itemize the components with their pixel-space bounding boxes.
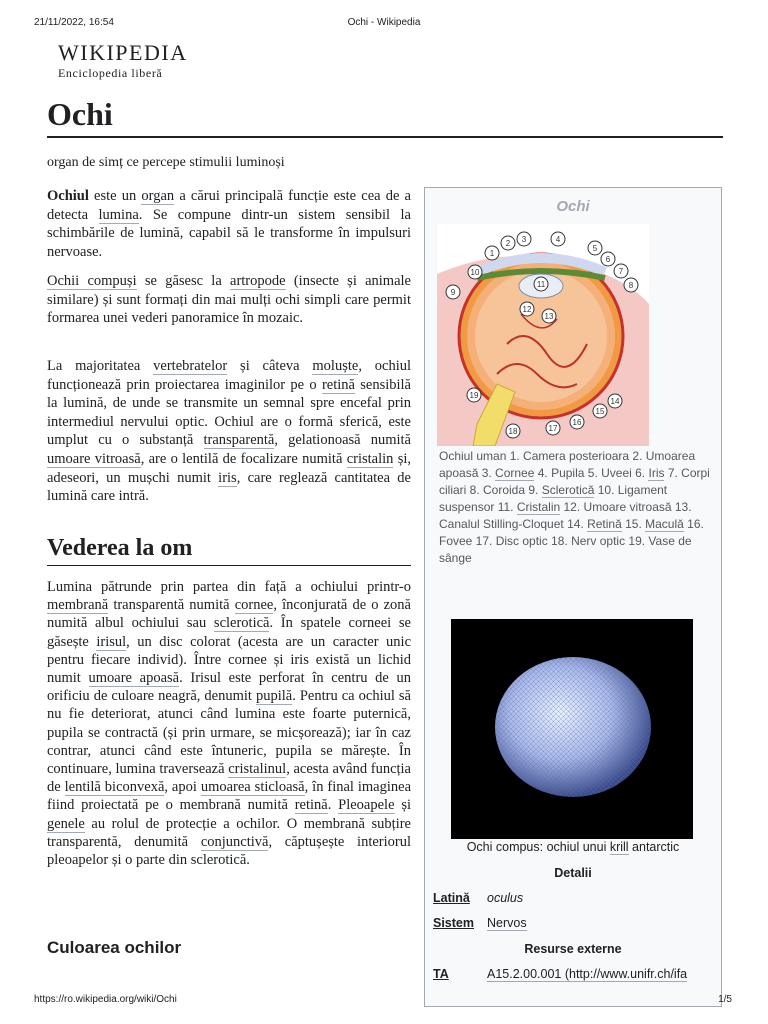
logo-tagline: Enciclopedia liberă <box>58 66 163 80</box>
text: , ochiul funcționează prin proiectarea imaginilor pe o <box>47 358 411 393</box>
title-divider <box>47 136 723 138</box>
text: transparentă numită <box>108 597 235 614</box>
eye-diagram-caption <box>439 448 711 567</box>
infobox <box>424 187 722 1007</box>
compound-eye-svg <box>451 619 693 839</box>
diagram-label <box>446 285 460 299</box>
diagram-label <box>570 415 584 429</box>
link-cornee-caption[interactable]: Cornee <box>495 466 535 480</box>
text: , care reglează cantitatea de lumină care intră. <box>47 469 411 505</box>
row-key[interactable]: Sistem <box>433 916 474 930</box>
diagram-label <box>588 241 602 255</box>
text: antarctic <box>628 840 680 854</box>
diagram-label <box>551 232 565 246</box>
svg-text:1: 1 <box>489 249 495 258</box>
link-sclerotica-caption[interactable]: Sclerotică <box>541 483 595 497</box>
link-conjunctiva[interactable]: conjunctivă <box>200 833 269 850</box>
text: 4. Pupila 5. Uveei 6. <box>534 466 649 480</box>
text: , căptușește interiorul pleoapelor și o parte din sclerotică. <box>47 833 412 869</box>
intro-paragraph-1 <box>47 187 411 261</box>
svg-text:9: 9 <box>450 288 456 297</box>
link-iris-caption[interactable]: Iris <box>648 466 665 480</box>
compound-eye-photo[interactable] <box>451 619 693 839</box>
link-nervos[interactable]: Nervos <box>487 916 527 930</box>
diagram-label <box>593 404 607 418</box>
text: 12. Umoare vitroasă 13. Canalul Stilling-Cloquet 14. <box>439 500 692 531</box>
link-irisul[interactable]: irisul <box>96 633 127 650</box>
link-krill[interactable]: krill <box>609 840 629 854</box>
link-pleoapele[interactable]: Pleoapele <box>338 797 395 814</box>
svg-text:13: 13 <box>544 312 554 321</box>
text: 15. <box>621 517 646 531</box>
svg-text:16: 16 <box>572 418 582 427</box>
text: și <box>394 797 411 814</box>
diagram-label <box>624 278 638 292</box>
link-macula-caption[interactable]: Maculă <box>645 517 684 531</box>
svg-text:2: 2 <box>505 239 511 248</box>
infobox-details-header: Detalii <box>554 866 592 880</box>
diagram-label <box>467 388 481 402</box>
text: 7. Corpi ciliari 8. Coroida 9. <box>439 466 710 497</box>
link-cornee[interactable]: cornee <box>234 597 274 614</box>
text: , apoi <box>164 779 201 796</box>
text: . În spatele corneei se găsește <box>47 615 411 650</box>
link-genele[interactable]: genele <box>47 815 85 832</box>
svg-text:10: 10 <box>470 268 480 277</box>
link-retina-caption[interactable]: Retină <box>587 517 622 531</box>
link-vertebratelor[interactable]: vertebratelor <box>153 358 228 374</box>
section-divider <box>47 565 411 566</box>
svg-text:3: 3 <box>521 235 527 244</box>
diagram-label <box>534 277 548 291</box>
svg-text:12: 12 <box>522 305 532 314</box>
link-pupila[interactable]: pupilă <box>255 688 293 705</box>
infobox-resources-header: Resurse externe <box>524 942 622 956</box>
link-lumina[interactable]: lumina <box>98 206 139 223</box>
section-heading-vederea: Vederea la om <box>47 535 193 561</box>
diagram-label <box>468 265 482 279</box>
text: și câteva <box>227 358 313 374</box>
bold-term: Ochiul <box>47 188 89 204</box>
diagram-label <box>485 246 499 260</box>
text: au rolul de protecție a ochilor. O membrană subțire transparentă, denumită <box>47 815 411 850</box>
svg-text:4: 4 <box>555 235 561 244</box>
section-paragraph <box>47 578 411 869</box>
text: Ochiul uman 1. Camera posterioara 2. Umoarea apoasă 3. <box>439 449 696 480</box>
text: , înconjurată de o zonă numită albul ochiului sau <box>47 597 411 632</box>
text: , acesta având funcția de <box>47 761 411 796</box>
eye-diagram[interactable] <box>437 224 649 446</box>
link-retina[interactable]: retină <box>321 376 355 393</box>
diagram-label <box>546 421 560 435</box>
text: se găsesc la <box>136 273 231 289</box>
svg-text:18: 18 <box>508 427 518 436</box>
text: , un disc colorat (acesta are un caracter unic pentru fiecare individ). Între cornee și iris există un lichid numit <box>47 633 412 687</box>
text: . Pentru ca ochiul să nu fie deteriorat, atunci când lumina este foarte puternică, pupila se contractă (și prin urmare, se micșorează); iar în caz contrar, atunci când este întuneric, pupila se mărește. În continuare, lumina traversează <box>47 688 411 778</box>
diagram-label <box>601 252 615 266</box>
diagram-label <box>506 424 520 438</box>
link-umoare-apoasa[interactable]: umoare apoasă <box>88 670 180 687</box>
diagram-label <box>542 309 556 323</box>
diagram-label <box>614 264 628 278</box>
intro-paragraph-3 <box>47 357 411 506</box>
print-url: https://ro.wikipedia.org/wiki/Ochi <box>34 994 177 1005</box>
link-transparenta[interactable]: transparentă <box>203 432 275 449</box>
svg-text:11: 11 <box>536 280 546 289</box>
svg-text:19: 19 <box>469 391 479 400</box>
svg-text:17: 17 <box>548 424 558 433</box>
text: , are o lentilă de focalizare numită <box>140 450 347 467</box>
wikipedia-logo[interactable] <box>58 42 188 81</box>
link-iris[interactable]: iris <box>218 469 237 486</box>
text: 10. Ligament suspensor 11. <box>439 483 668 514</box>
row-value: oculus <box>487 891 524 905</box>
svg-text:15: 15 <box>595 407 605 416</box>
diagram-label <box>520 302 534 316</box>
link-retina-2[interactable]: retină <box>294 797 328 814</box>
logo-wordmark: WIKIPEDIA <box>58 40 188 65</box>
link-umoarea-sticloasa[interactable]: umoarea sticloasă <box>200 779 305 796</box>
print-datetime: 21/11/2022, 16:54 <box>34 17 114 28</box>
print-header <box>0 17 768 31</box>
link-moluste[interactable]: moluște <box>312 358 359 374</box>
svg-text:8: 8 <box>628 281 634 290</box>
text: 16. Fovee 17. Disc optic 18. Nerv optic 19. Vase de sânge <box>439 517 704 565</box>
text: sensibilă la lumină, de unde se transmite un semnal spre encefal prin intermediul nervului optic. Ochiul are o formă sferică, este umplut cu o substanță <box>47 376 411 449</box>
link-cristalin[interactable]: cristalin <box>346 450 394 467</box>
text: La majoritatea <box>47 358 154 374</box>
text: . <box>327 797 339 814</box>
print-page-number: 1/5 <box>718 994 732 1005</box>
text: (insecte și animale similare) și sunt formați din mai mulți ochi simpli care permit formarea unei vederi panoramice în mozaic. <box>47 273 411 327</box>
text: . Se compune dintr-un sistem sensibil la schimbările de lumină, capabil să le transforme în impulsuri nervoase. <box>47 206 411 260</box>
compound-eye-caption <box>425 840 721 854</box>
diagram-label <box>501 236 515 250</box>
text: este un <box>88 188 142 204</box>
link-umoare-vitroasa[interactable]: umoare vitroasă <box>47 450 141 467</box>
link-cristalin-caption[interactable]: Cristalin <box>516 500 561 514</box>
text: Ochi compus: ochiul unui <box>466 840 610 854</box>
diagram-label <box>517 232 531 246</box>
subsection-heading-culoarea: Culoarea ochilor <box>47 938 182 957</box>
infobox-title: Ochi <box>556 198 590 215</box>
eye-diagram-svg <box>437 224 649 446</box>
link-cristalinul[interactable]: cristalinul <box>228 761 287 778</box>
svg-text:14: 14 <box>610 397 620 406</box>
intro-paragraph-2 <box>47 272 411 328</box>
short-description: organ de simț ce percepe stimulii luminoși <box>47 155 285 170</box>
text: și, adeseori, un mușchi numit <box>47 450 411 486</box>
link-ta[interactable]: A15.2.00.001 (http://www.unifr.ch/ifa <box>487 967 688 981</box>
link-artropode[interactable]: artropode <box>230 273 286 289</box>
link-membrana[interactable]: membrană <box>47 597 109 614</box>
print-footer <box>0 994 768 1008</box>
svg-text:6: 6 <box>605 255 611 264</box>
link-sclerotica[interactable]: sclerotică <box>213 615 270 632</box>
text: Lumina pătrunde prin partea din față a ochiului printr-o <box>47 579 411 595</box>
link-lentila-biconvexa[interactable]: lentilă biconvexă <box>64 779 165 796</box>
page-title: Ochi <box>47 96 113 132</box>
text: , în final imaginea fiind proiectată pe o membrană numită <box>47 779 412 814</box>
svg-text:7: 7 <box>618 267 624 276</box>
text: . Irisul este perforat în centru de un orificiu de culoare neagră, denumit <box>47 670 412 705</box>
print-page-title: Ochi - Wikipedia <box>347 17 421 28</box>
text: , gelationoasă numită <box>274 432 411 449</box>
svg-text:5: 5 <box>592 244 598 253</box>
link-ochii-compusi[interactable]: Ochii compuși <box>47 273 137 289</box>
link-organ[interactable]: organ <box>141 188 175 204</box>
text: a cărui principală funcție este cea de a detecta <box>47 188 411 223</box>
row-key[interactable]: TA <box>433 967 449 981</box>
row-key[interactable]: Latină <box>433 891 470 905</box>
diagram-label <box>608 394 622 408</box>
